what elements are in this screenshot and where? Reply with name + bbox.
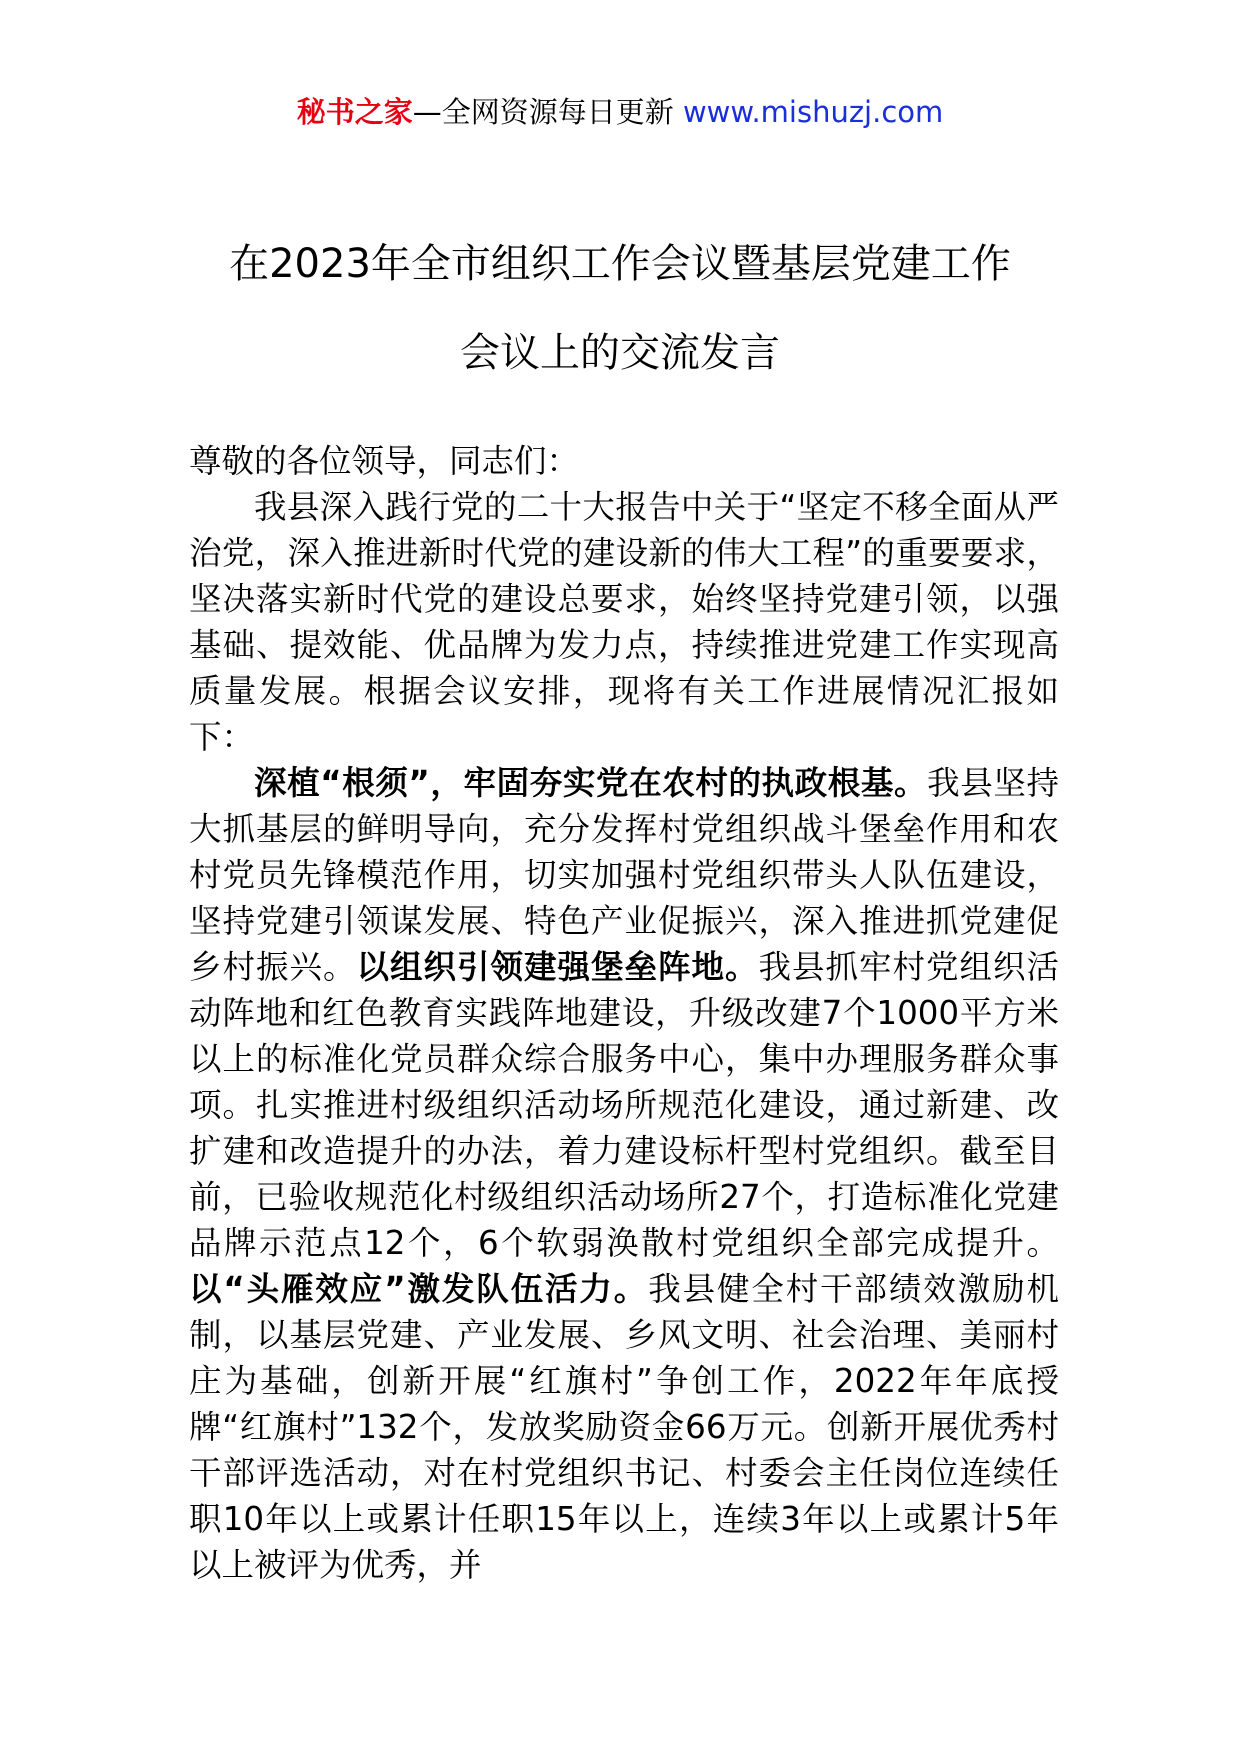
- section-heading-1: 深植“根须”，牢固夯实党在农村的执政根基。: [254, 764, 928, 802]
- site-tagline: —全网资源每日更新: [412, 95, 683, 129]
- document-body: [189, 438, 1059, 1588]
- salutation: 尊敬的各位领导，同志们：: [189, 442, 580, 480]
- section-text-2: 我县抓牢村党组织活动阵地和红色教育实践阵地建设，升级改建7个1000平方米以上的标准化党员群众综合服务中心，集中办理服务群众事项。扎实推进村级组织活动场所规范化建设，通过新建、改扩建和改造提升的办法，着力建设标杆型村党组织。截至目前，已验收规范化村级组织活动场所27个，打造标准化党建品牌示范点12个，6个软弱涣散村党组织全部完成提升。: [189, 948, 1059, 1262]
- document-title-line-1: 在2023年全市组织工作会议暨基层党建工作: [229, 241, 1011, 287]
- section-text-1: 我县坚持大抓基层的鲜明导向，充分发挥村党组织战斗堡垒作用和农村党员先锋模范作用，切实加强村党组织带头人队伍建设，坚持党建引领谋发展、特色产业促振兴，深入推进抓党建促乡村振兴。: [189, 764, 1059, 986]
- paragraph-section-1: [189, 760, 1059, 1588]
- subheading-2: 以“头雁效应”激发队伍活力。: [189, 1270, 649, 1308]
- subheading-1: 以组织引领建强堡垒阵地。: [356, 948, 759, 986]
- site-url-link[interactable]: www.mishuzj.com: [682, 95, 944, 129]
- site-header: [0, 92, 1240, 132]
- section-text-3: 我县健全村干部绩效激励机制，以基层党建、产业发展、乡风文明、社会治理、美丽村庄为基础，创新开展“红旗村”争创工作，2022年年底授牌“红旗村”132个，发放奖励资金66万元。创新开展优秀村干部评选活动，对在村党组织书记、村委会主任岗位连续任职10年以上或累计任职15年以上，连续3年以上或累计5年以上被评为优秀，并: [189, 1270, 1059, 1584]
- paragraph-intro: 我县深入践行党的二十大报告中关于“坚定不移全面从严治党，深入推进新时代党的建设新的伟大工程”的重要要求，坚决落实新时代党的建设总要求，始终坚持党建引领，以强基础、提效能、优品牌为发力点，持续推进党建工作实现高质量发展。根据会议安排，现将有关工作进展情况汇报如下：: [189, 488, 1059, 756]
- site-brand: 秘书之家: [296, 95, 413, 129]
- document-title-line-2: 会议上的交流发言: [460, 330, 780, 376]
